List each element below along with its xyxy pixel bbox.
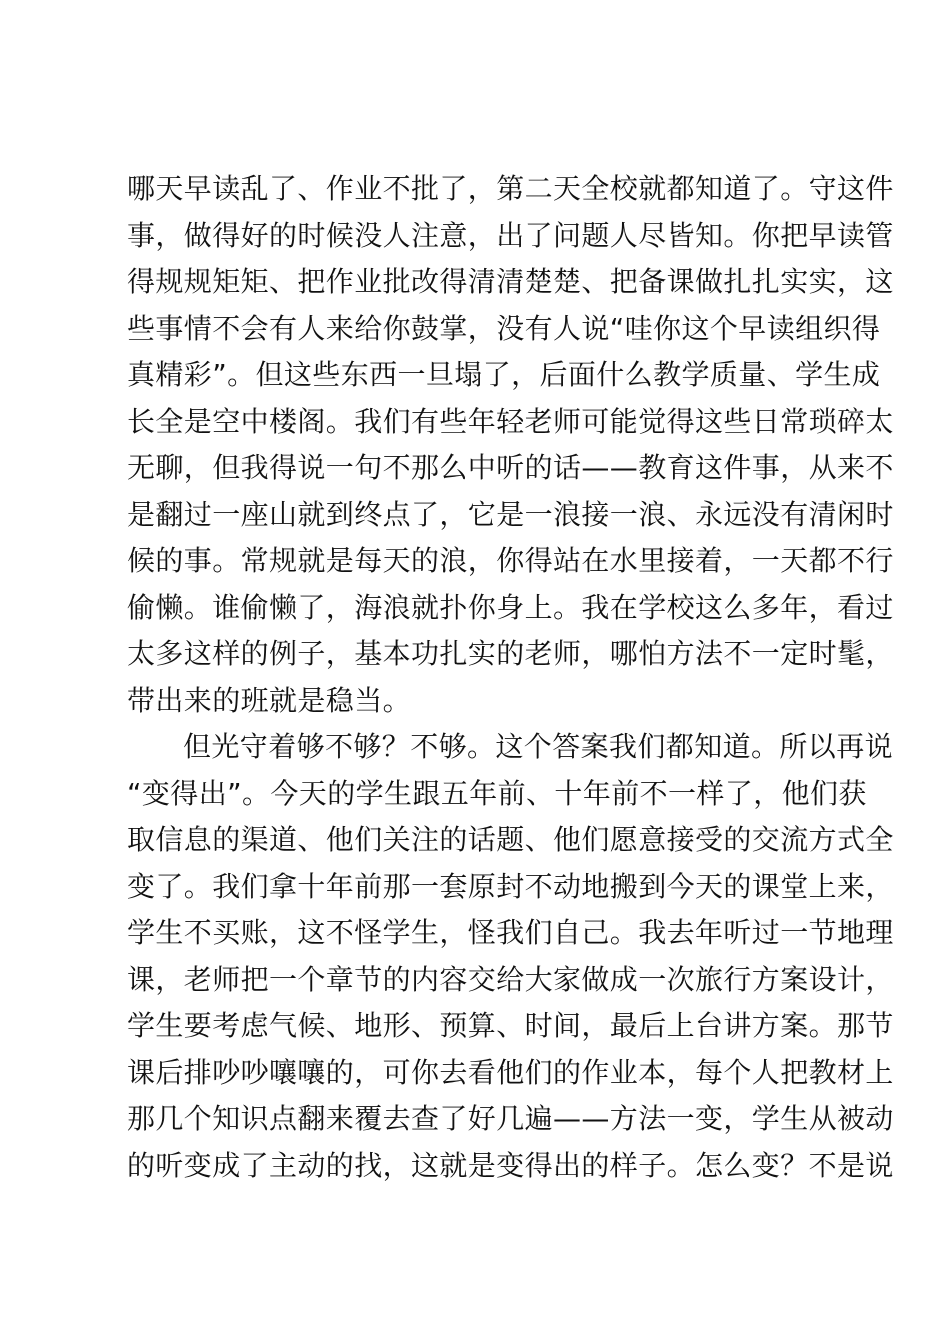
text-line: 那几个知识点翻来覆去查了好几遍——方法一变，学生从被动 (127, 1102, 894, 1135)
text-line: 学生不买账，这不怪学生，怪我们自己。我去年听过一节地理 (127, 916, 894, 949)
text-line: 些事情不会有人来给你鼓掌，没有人说“哇你这个早读组织得 (127, 311, 881, 345)
text-line: 偷懒。谁偷懒了，海浪就扑你身上。我在学校这么多年，看过 (127, 590, 894, 624)
text-line: 太多这样的例子，基本功扎实的老师，哪怕方法不一定时髦， (127, 637, 894, 670)
text-line: 真精彩”。但这些东西一旦塌了，后面什么教学质量、学生成 (127, 358, 881, 391)
text-line: 的听变成了主动的找，这就是变得出的样子。怎么变？不是说 (127, 1148, 894, 1182)
text-line: 哪天早读乱了、作业不批了，第二天全校就都知道了。守这件 (127, 172, 894, 205)
text-line: 课，老师把一个章节的内容交给大家做成一次旅行方案设计， (127, 962, 894, 996)
text-line: 得规规矩矩、把作业批改得清清楚楚、把备课做扎扎实实，这 (127, 265, 894, 298)
text-line: 是翻过一座山就到终点了，它是一浪接一浪、永远没有清闲时 (127, 497, 894, 531)
text-line: 学生要考虑气候、地形、预算、时间，最后上台讲方案。那节 (127, 1009, 894, 1042)
text-line: 候的事。常规就是每天的浪，你得站在水里接着，一天都不行 (127, 544, 894, 577)
text-line: 无聊，但我得说一句不那么中听的话——教育这件事，从来不 (127, 451, 894, 484)
text-line: 带出来的班就是稳当。 (127, 683, 412, 717)
text-line: “变得出”。今天的学生跟五年前、十年前不一样了，他们获 (127, 776, 867, 810)
body-text (127, 166, 894, 1189)
text-line: 变了。我们拿十年前那一套原封不动地搬到今天的课堂上来， (127, 869, 894, 903)
text-line: 事，做得好的时候没人注意，出了问题人尽皆知。你把早读管 (127, 218, 894, 252)
text-line: 取信息的渠道、他们关注的话题、他们愿意接受的交流方式全 (127, 823, 894, 856)
paragraph-start-line: 但光守着够不够？不够。这个答案我们都知道。所以再说 (183, 730, 894, 763)
text-line: 课后排吵吵嚷嚷的，可你去看他们的作业本，每个人把教材上 (127, 1055, 894, 1089)
text-line: 长全是空中楼阁。我们有些年轻老师可能觉得这些日常琐碎太 (127, 404, 894, 438)
